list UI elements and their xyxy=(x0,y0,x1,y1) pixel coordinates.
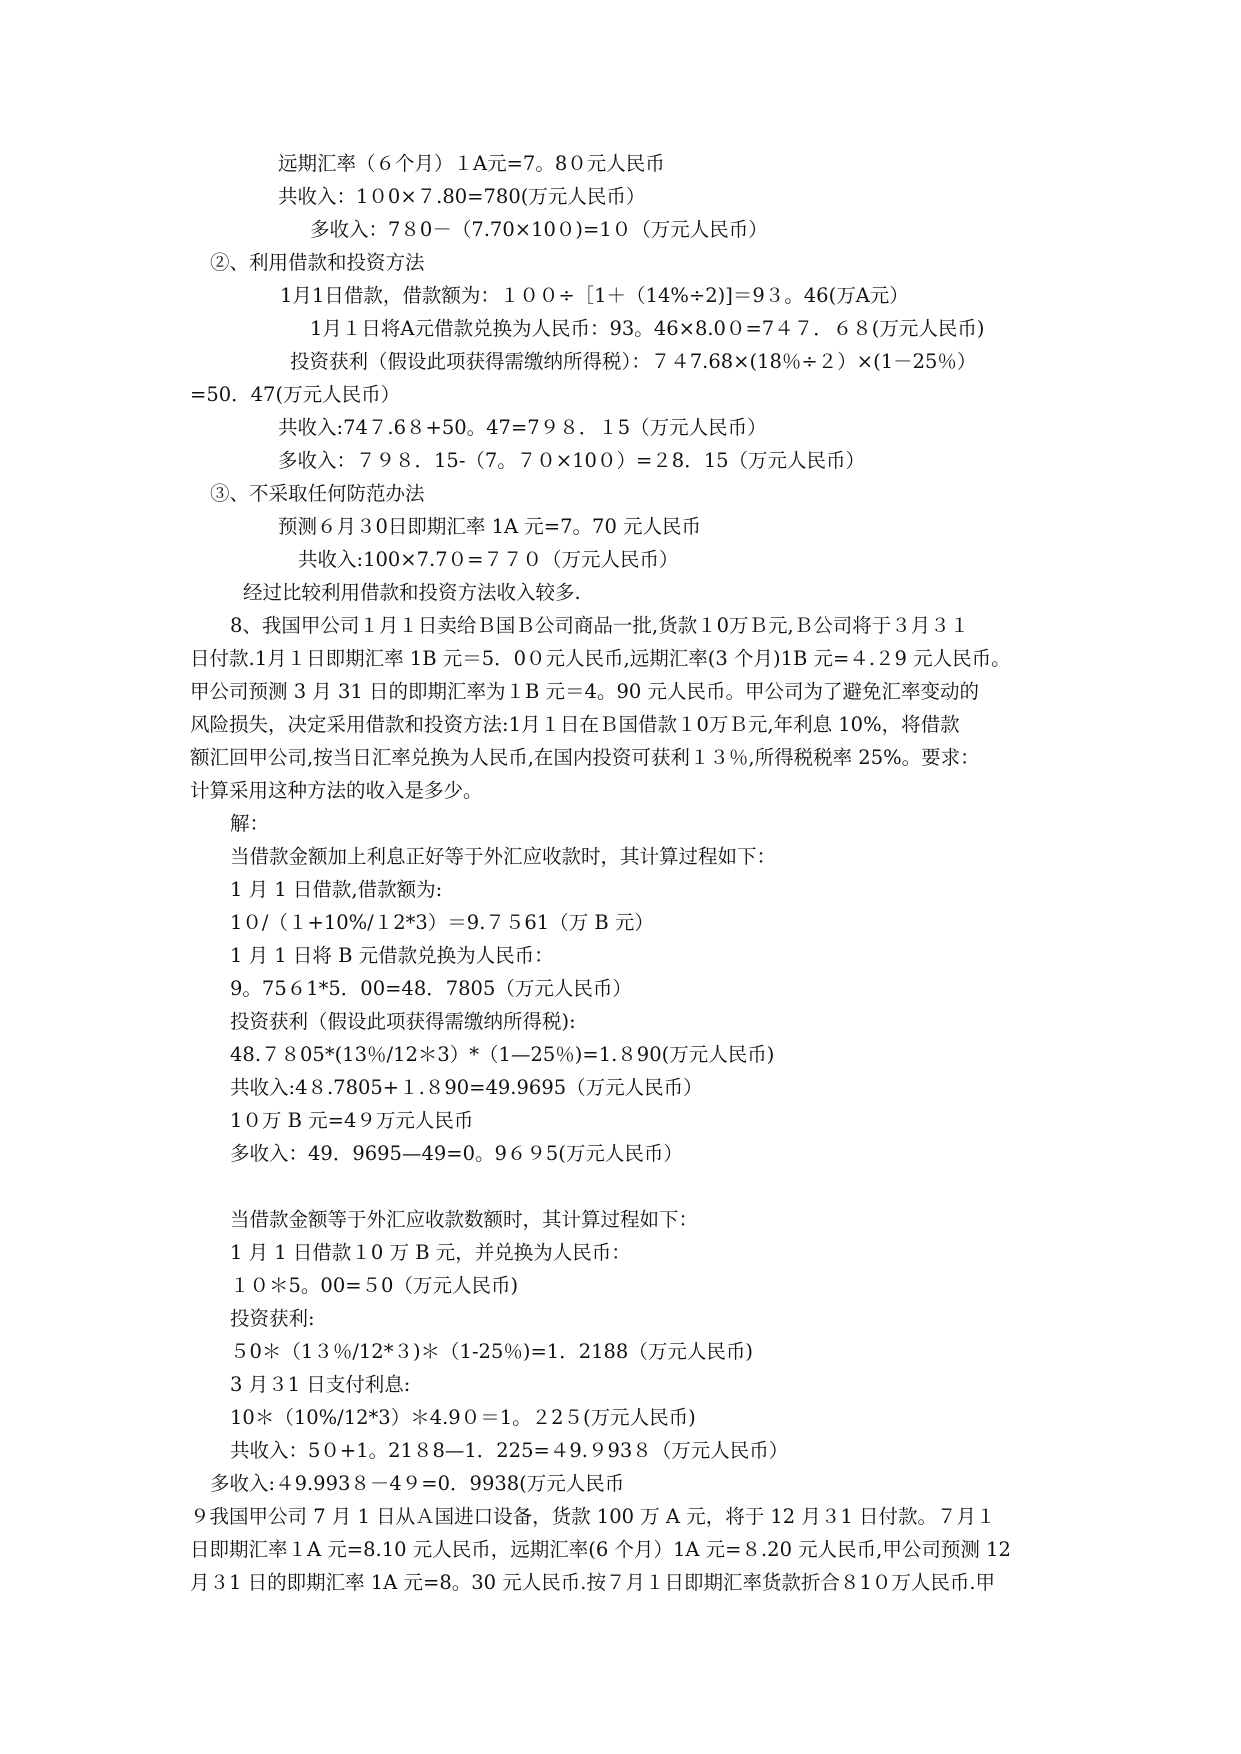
text-line: 8、我国甲公司１月１日卖给Ｂ国Ｂ公司商品一批,货款１0万Ｂ元,Ｂ公司将于３月３１ xyxy=(230,614,970,637)
text-line: ９我国甲公司 7 月 1 日从Ａ国进口设备，货款 100 万 A 元，将于 12 月３1 日付款。７月１ xyxy=(190,1505,996,1528)
text-line: 日付款.1月１日即期汇率 1B 元＝5．0０元人民币,远期汇率(3 个月)1B 元=４.２9 元人民币。 xyxy=(190,647,1011,670)
text-line: 48.７８05*(13％/12＊3）*（1—25％)=1.８90(万元人民币) xyxy=(230,1043,775,1066)
text-line: 投资获利（假设此项获得需缴纳所得税): xyxy=(230,1010,576,1033)
text-line: 额汇回甲公司,按当日汇率兑换为人民币,在国内投资可获利１３％,所得税税率 25%。要求： xyxy=(190,746,980,769)
text-line: 1月１日将A元借款兑换为人民币：93。46×8.0０=7４７．６８(万元人民币) xyxy=(310,317,985,340)
text-line: 1０/（１+10%/１2*3）＝9.７５61（万 B 元） xyxy=(230,911,654,934)
text-line: 解： xyxy=(230,812,270,835)
text-line: 3 月３1 日支付利息: xyxy=(230,1373,411,1396)
text-line: 多收入：７９８．15-（7。７０×10０）=２8．15（万元人民币） xyxy=(278,449,866,472)
text-line: １０＊5。00=５0（万元人民币) xyxy=(230,1274,519,1297)
text-line: 月３1 日的即期汇率 1A 元=8。30 元人民币.按７月１日即期汇率货款折合８1０万人民币.甲 xyxy=(190,1571,996,1594)
text-line: 共收入：1０0×７.80=780(万元人民币） xyxy=(278,185,646,208)
text-line: 当借款金额加上利息正好等于外汇应收款时，其计算过程如下： xyxy=(230,845,777,868)
text-line: 多收入:４9.993８－4９=0．9938(万元人民币 xyxy=(210,1472,625,1495)
text-line: 投资获利: xyxy=(230,1307,315,1330)
text-line: 1０万 B 元=4９万元人民币 xyxy=(230,1109,474,1132)
text-line: 10＊（10%/12*3）＊4.9０＝1。２2５(万元人民币) xyxy=(230,1406,696,1429)
text-line: 共收入:100×7.7０=７７０（万元人民币） xyxy=(298,548,679,571)
text-line: =50．47(万元人民币） xyxy=(190,383,401,406)
text-line: 多收入：49．9695—49=0。9６９5(万元人民币） xyxy=(230,1142,683,1165)
text-line: 共收入:4８.7805+１.８90=49.9695（万元人民币） xyxy=(230,1076,703,1099)
text-line: ５0＊（1３％/12*３)＊（1-25％)=1．2188（万元人民币) xyxy=(230,1340,753,1363)
text-line: ③、不采取任何防范办法 xyxy=(210,482,425,505)
text-line: 9。75６1*5．00=48．7805（万元人民币） xyxy=(230,977,632,1000)
text-line: 1 月 1 日借款,借款额为: xyxy=(230,878,443,901)
text-line: 甲公司预测 3 月 31 日的即期汇率为１B 元＝4。90 元人民币。甲公司为了避免汇率变动的 xyxy=(190,680,979,703)
text-line: 多收入：7８0－（7.70×10０)=1０（万元人民币） xyxy=(310,218,768,241)
text-line: ②、利用借款和投资方法 xyxy=(210,251,425,274)
text-line: 投资获利（假设此项获得需缴纳所得税）：７４7.68×(18％÷２）×(1－25％） xyxy=(290,350,977,373)
text-line: 1 月 1 日借款１0 万 B 元，并兑换为人民币： xyxy=(230,1241,631,1264)
text-line: 计算采用这种方法的收入是多少。 xyxy=(190,779,483,802)
text-line: 1月1日借款，借款额为：１００÷［1＋（14%÷2)]＝9３。46(万A元） xyxy=(280,284,909,307)
text-line: 1 月 1 日将 B 元借款兑换为人民币： xyxy=(230,944,554,967)
text-line: 预测６月３0日即期汇率 1A 元=7。70 元人民币 xyxy=(278,515,702,538)
text-line: 当借款金额等于外汇应收款数额时，其计算过程如下： xyxy=(230,1208,699,1231)
text-line: 经过比较利用借款和投资方法收入较多. xyxy=(243,581,581,604)
text-line: 远期汇率（６个月）１A元=7。8０元人民币 xyxy=(278,152,665,175)
text-line: 共收入：5０+1。21８8—1．225=４9.９93８（万元人民币） xyxy=(230,1439,789,1462)
text-line: 日即期汇率１A 元=8.10 元人民币，远期汇率(6 个月）1A 元=８.20 元人民币,甲公司预测 12 xyxy=(190,1538,1011,1561)
text-line: 风险损失，决定采用借款和投资方法:1月１日在Ｂ国借款１0万Ｂ元,年利息 10%，将借款 xyxy=(190,713,960,736)
text-line: 共收入:74７.6８+50。47=7９８．１5（万元人民币） xyxy=(278,416,767,439)
